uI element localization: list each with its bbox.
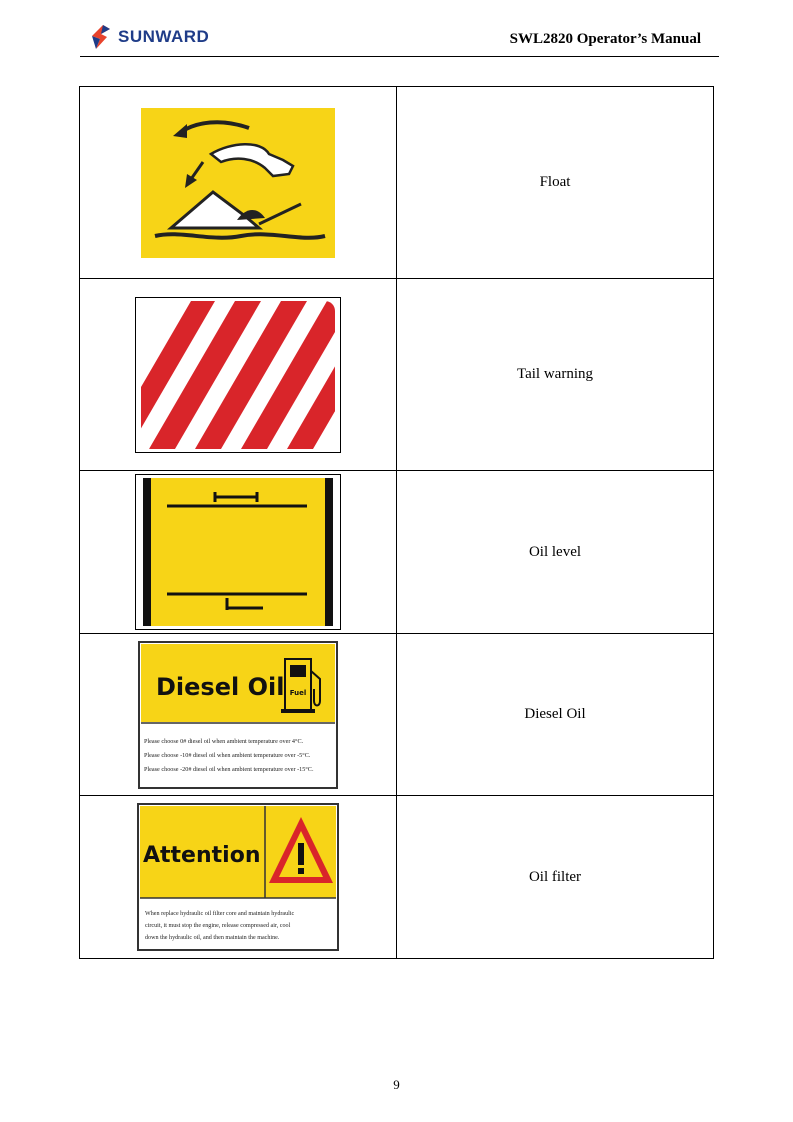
sign-description: Float [397,87,714,279]
float-sign-icon [141,108,335,258]
sunward-logo [88,22,209,52]
sign-description: Oil level [397,471,714,634]
diesel-oil-line-3: Please choose -20# diesel oil when ambient temperature over -15°C. [144,765,314,773]
manual-title: SWL2820 Operator’s Manual [509,31,701,47]
sign-image-cell [80,87,397,279]
diesel-oil-line-1: Please choose 0# diesel oil when ambient temperature over 4°C. [144,737,304,745]
table-row [80,279,714,471]
attention-label-icon [137,803,339,951]
attention-title: Attention [143,843,261,868]
diesel-oil-title: Diesel Oil [156,672,285,701]
sign-description: Oil filter [397,796,714,959]
attention-line-3: down the hydraulic oil, and then maintain the machine. [145,935,280,941]
oil-level-gauge-icon [135,474,341,630]
signs-table [79,86,714,959]
sunward-logo-icon [88,23,114,51]
attention-line-2: circuit, it must stop the engine, release compressed air, cool [145,923,291,929]
fuel-pump-label: Fuel [289,688,307,697]
sign-image-cell [80,471,397,634]
sign-image-cell [80,796,397,959]
diesel-oil-line-2: Please choose -10# diesel oil when ambient temperature over -5°C. [144,751,311,759]
attention-line-1: When replace hydraulic oil filter core and maintain hydraulic [145,911,295,917]
brand-name: SUNWARD [118,27,210,46]
table-row [80,634,714,796]
table-row [80,471,714,634]
diesel-oil-label-icon [138,641,338,789]
page-number: 9 [393,1077,400,1092]
tail-warning-stripes-icon [135,297,341,453]
sign-image-cell [80,634,397,796]
table-row [80,796,714,959]
sign-description: Diesel Oil [397,634,714,796]
page-header [80,20,719,57]
sign-description: Tail warning [397,279,714,471]
table-row [80,87,714,279]
sign-image-cell [80,279,397,471]
